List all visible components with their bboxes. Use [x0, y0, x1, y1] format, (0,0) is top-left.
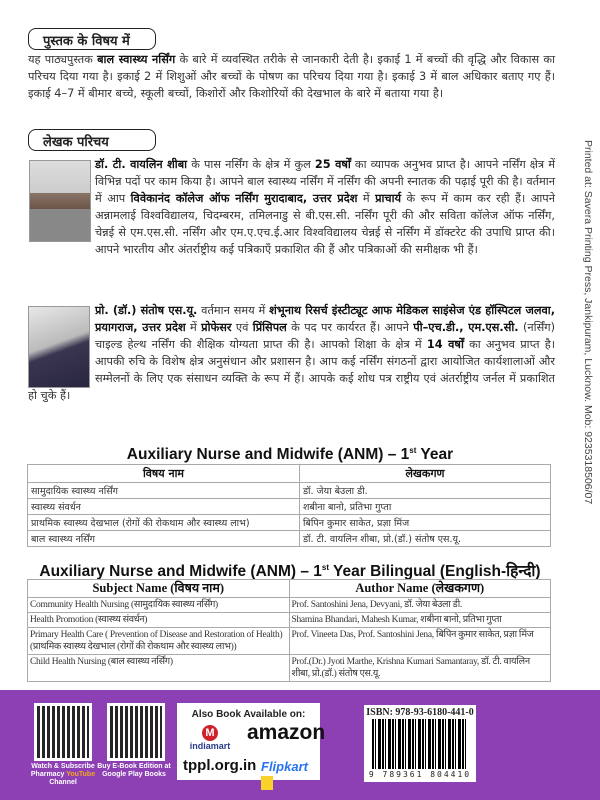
google-play-qr-code[interactable] [107, 703, 165, 761]
column-header: Author Name (लेखकगण) [289, 580, 551, 598]
text: प्रिंसिपल [252, 321, 287, 334]
cell: बाल स्वास्थ्य नर्सिंग [28, 531, 300, 547]
text: Flipkart [261, 759, 308, 774]
photo-spacer [28, 302, 95, 386]
table-2-title [0, 559, 580, 581]
youtube-qr-caption [28, 763, 98, 787]
text: प्राचार्य [375, 192, 402, 205]
youtube-qr-code[interactable] [34, 703, 92, 761]
text: यह पाठ्यपुस्तक [28, 53, 98, 66]
column-header: Subject Name (विषय नाम) [28, 580, 290, 598]
cell: बिपिन कुमार साकेत, प्रज्ञा मिंज [299, 515, 550, 531]
available-on-box [177, 703, 326, 780]
printer-info: Printed at: Savera Printing Press, Jankipuram, Lucknow. Mob: 9235318506/07 [582, 140, 594, 505]
flipkart-logo[interactable] [261, 759, 320, 790]
text: st [321, 562, 330, 572]
text: पी–एच.डी., एम.एस.सी. [413, 321, 519, 334]
text: का व्यापक अनुभव प्राप्त है। आपने नर्सिंग क्षेत्र में विभिन्न पदों पर काम किया है। आपने बाल स्वास्थ्य नर्सिंग में नर्सिंग की अपनी स्नातक की पढ़ाई पूरी की है। वर्तमान में आप [95, 158, 555, 205]
tppl-link[interactable]: tppl.org.in [183, 757, 257, 774]
author-2-bio [28, 302, 555, 404]
table-row [28, 499, 551, 515]
cell: Child Health Nursing (बाल स्वास्थ्य नर्सिंग) [28, 655, 290, 682]
cell: सामुदायिक स्वास्थ्य नर्सिंग [28, 483, 300, 499]
barcode-digits: 9 789361 804410 [368, 770, 472, 779]
cell: शबीना बानो, प्रतिभा गुप्ता [299, 499, 550, 515]
amazon-logo[interactable]: amazon [247, 721, 326, 744]
text: YouTube [66, 771, 96, 778]
about-heading: पुस्तक के विषय में [28, 28, 156, 50]
text: st [409, 446, 417, 455]
book-title: बाल स्वास्थ्य नर्सिंग [97, 53, 176, 66]
text: Channel [49, 779, 77, 786]
cell: Prof.(Dr.) Jyoti Marthe, Krishna Kumari Samantaray, डॉ. टी. वायलिन शीबा, प्रो.(डॉ.) संतोष एस.यू. [289, 655, 551, 682]
isbn-barcode-box [364, 705, 476, 782]
text: के पद पर कार्यरत हैं। आपने [286, 321, 414, 334]
table-1-title [0, 446, 580, 464]
text: Year Bilingual (English-हिन्दी) [329, 563, 541, 580]
cell: स्वास्थ्य संवर्धन [28, 499, 300, 515]
text: indiamart [189, 741, 231, 751]
table-row [28, 655, 551, 682]
cell: Health Promotion (स्वास्थ्य संवर्धन) [28, 613, 290, 628]
text: विवेकानंद कॉलेज ऑफ नर्सिंग मुरादाबाद, उत्तर प्रदेश [130, 192, 358, 205]
text: Auxiliary Nurse and Midwife (ANM) – 1 [39, 563, 322, 580]
text: (नर्सिंग) चाइल्ड हेल्थ नर्सिंग की शैक्षिक योग्यता प्राप्त की है। आपको शिक्षा के क्षेत्र में [95, 321, 555, 351]
table-row [28, 515, 551, 531]
cell: प्राथमिक स्वास्थ्य देखभाल (रोगों की रोकथाम और स्वास्थ्य लाभ) [28, 515, 300, 531]
author-2-name: प्रो. (डॉ.) संतोष एस.यू. [95, 304, 198, 317]
barcode [372, 719, 468, 769]
table-row [28, 628, 551, 655]
cell: Prof. Vineeta Das, Prof. Santoshini Jena, बिपिन कुमार साकेत, प्रज्ञा मिंज [289, 628, 551, 655]
footer-band [0, 690, 600, 800]
cell: डॉ. टी. वायलिन शीबा, प्रो.(डॉ.) संतोष एस.यू. [299, 531, 550, 547]
google-play-qr-caption: Buy E-Book Edition at Google Play Books [97, 763, 171, 778]
table-row [28, 613, 551, 628]
text: Auxiliary Nurse and Midwife (ANM) – 1 [126, 446, 410, 464]
indiamart-logo[interactable]: M indiamart [187, 725, 233, 751]
cell: Community Health Nursing (सामुदायिक स्वास्थ्य नर्सिंग) [28, 598, 290, 613]
text: 14 वर्षों [426, 338, 464, 351]
anm-bilingual-table [27, 579, 551, 682]
text: का अनुभव प्राप्त है। आपकी रुचि के विशेष क्षेत्र अनुसंधान और प्रशासन है। आप कई नर्सिंग संगठनों द्वारा आयोजित कार्यशालाओं और सम्मेलनों के लिए एक संसाधन व्यक्ति के रूप में हैं। आपके कई शोध पत्र राष्ट्रीय एवं अंतर्राष्ट्रीय जर्नल में प्रकाशित हो चुके हैं। [28, 338, 555, 402]
text: में [185, 321, 202, 334]
isbn-number: ISBN: 978-93-6180-441-0 [366, 707, 474, 718]
column-header: लेखकगण [299, 465, 550, 483]
text: प्रोफेसर [201, 321, 232, 334]
author-1-bio [28, 156, 555, 274]
photo-spacer [28, 156, 95, 274]
table-row [28, 598, 551, 613]
anm-hindi-table [27, 464, 551, 547]
text: के पास नर्सिंग के क्षेत्र में कुल [187, 158, 315, 171]
text: में [357, 192, 376, 205]
cell: डॉ. जेया बेउला डी. [299, 483, 550, 499]
cell: Prof. Santoshini Jena, Devyani, डॉ. जेया बेउला डी. [289, 598, 551, 613]
text: Watch & Subscribe Pharmacy [30, 763, 95, 778]
text: 25 वर्षों [314, 158, 351, 171]
column-header: विषय नाम [28, 465, 300, 483]
flipkart-bag-icon [261, 776, 273, 790]
available-on-label: Also Book Available on: [191, 709, 306, 720]
about-paragraph [28, 51, 555, 102]
table-row [28, 483, 551, 499]
authors-heading: लेखक परिचय [28, 129, 156, 151]
text: शंभूनाथ रिसर्च इंस्टीट्यूट आफ मेडिकल साइंसेज एंड हॉस्पिटल जलवा, प्रयागराज, उत्तर प्रदेश [95, 304, 555, 334]
text: एवं [231, 321, 253, 334]
cell: Shamina Bhandari, Mahesh Kumar, शबीना बानो, प्रतिभा गुप्ता [289, 613, 551, 628]
text: Year [416, 446, 454, 464]
text: के रूप में काम कर रही हैं। आपने अन्नामलाई विश्वविद्यालय, चिदम्बरम, तमिलनाडु से बी.एस.सी. नर्सिंग पूरी की और सविता कॉलेज ऑफ नर्सिंग, चेन्नई से एम.एस.सी. नर्सिंग और एम.ए.एच.ई.आर विश्वविद्यालय चेन्नई से नर्सिंग में डॉक्टरेट की उपाधि प्राप्त की। आपने भारतीय और अंतर्राष्ट्रीय कई पत्रिकाएँ प्रकाशित की हैं और पत्रिकाओं की समीक्षक भी हैं। [95, 192, 555, 256]
text: वर्तमान समय में [197, 304, 270, 317]
text: के बारे में व्यवस्थित तरीके से जानकारी देती है। इकाई 1 में बच्चों की वृद्धि और विकास का परिचय दिया गया है। इकाई 2 में शिशुओं और बच्चों के पोषण का परिचय दिया गया है। इकाई 3 में बाल अधिकार बताए गए हैं। इकाई 4–7 में बीमार बच्चे, स्कूली बच्चों, किशोरों और किशोरियों की देखभाल के बारे में बताया गया है। [28, 53, 555, 100]
cell: Primary Health Care ( Prevention of Disease and Restoration of Health) (प्राथमिक स्वास्थ्य देखभाल (रोगों की रोकथाम और स्वास्थ्य लाभ)) [28, 628, 290, 655]
author-1-name: डॉ. टी. वायलिन शीबा [95, 158, 188, 171]
table-row [28, 531, 551, 547]
